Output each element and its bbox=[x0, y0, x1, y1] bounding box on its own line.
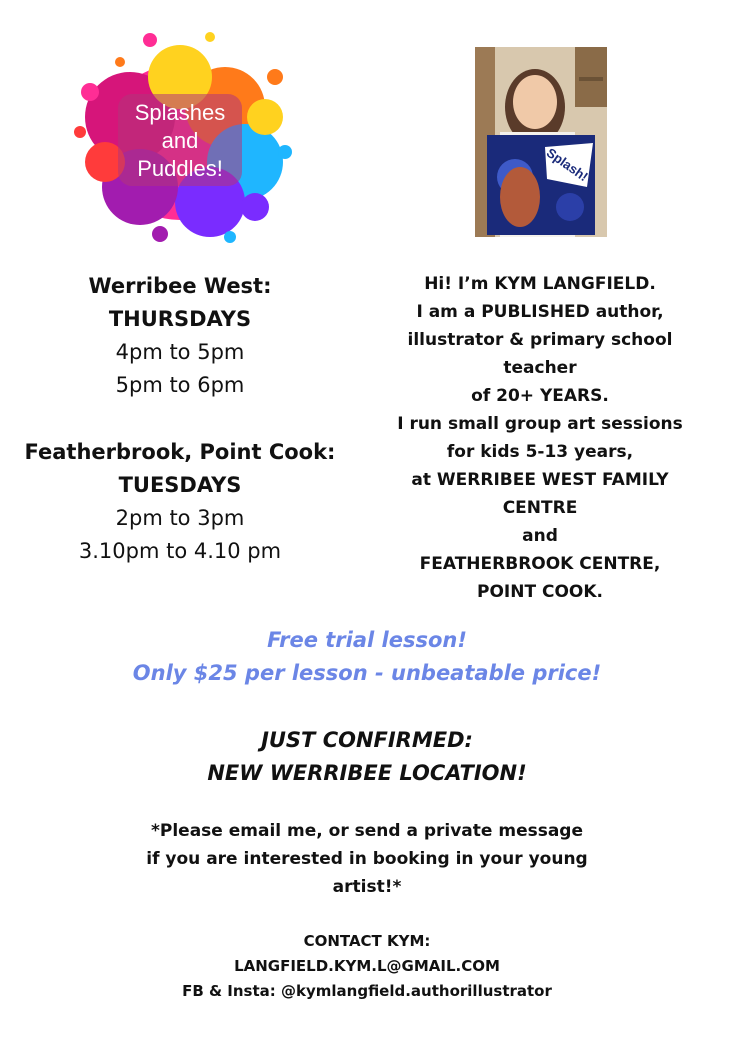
author-bio bbox=[380, 270, 700, 606]
bio-line: I run small group art sessions bbox=[397, 414, 683, 434]
bio-line: and bbox=[522, 526, 558, 546]
author-photo bbox=[475, 47, 607, 237]
contact-email[interactable]: LANGFIELD.KYM.L@GMAIL.COM bbox=[234, 957, 500, 975]
time-slot: 5pm to 6pm bbox=[115, 373, 245, 397]
time-slot: 2pm to 3pm bbox=[115, 506, 245, 530]
time-slot: 3.10pm to 4.10 pm bbox=[78, 539, 282, 563]
paint-splash-icon bbox=[60, 22, 300, 252]
bio-line: POINT COOK. bbox=[477, 582, 603, 602]
announcement-line-2: NEW WERRIBEE LOCATION! bbox=[207, 761, 527, 785]
day-label: THURSDAYS bbox=[108, 307, 252, 331]
note-line: if you are interested in booking in your young bbox=[146, 849, 588, 869]
bio-line: at WERRIBEE WEST FAMILY bbox=[411, 470, 669, 490]
time-slot: 4pm to 5pm bbox=[115, 340, 245, 364]
contact-social[interactable]: FB & Insta: @kymlangfield.authorillustrator bbox=[182, 982, 552, 1000]
location-label: Featherbrook, Point Cook: bbox=[24, 440, 336, 464]
bio-line: Hi! I’m KYM LANGFIELD. bbox=[424, 274, 656, 294]
note-line: artist!* bbox=[332, 877, 402, 897]
free-trial-line: Free trial lesson! bbox=[267, 628, 467, 652]
schedule-werribee-west bbox=[20, 270, 340, 402]
promo-text bbox=[0, 624, 734, 690]
splashes-and-puddles-logo bbox=[60, 22, 300, 252]
price-line: Only $25 per lesson - unbeatable price! bbox=[132, 661, 602, 685]
logo-line-1: Splashes bbox=[134, 100, 226, 125]
bio-line: CENTRE bbox=[502, 498, 578, 518]
logo-line-2: and bbox=[161, 128, 199, 153]
book-title: Splash! bbox=[543, 144, 591, 185]
bio-line: of 20+ YEARS. bbox=[471, 386, 609, 406]
schedule-section bbox=[20, 270, 340, 568]
logo-line-3: Puddles! bbox=[137, 156, 223, 181]
bio-line: I am a PUBLISHED author, bbox=[416, 302, 664, 322]
bio-line: illustrator & primary school bbox=[407, 330, 673, 350]
contact-section bbox=[0, 929, 734, 1004]
bio-line: teacher bbox=[503, 358, 577, 378]
bio-line: for kids 5-13 years, bbox=[446, 442, 634, 462]
announcement bbox=[0, 724, 734, 790]
booking-note bbox=[130, 817, 604, 901]
note-line: *Please email me, or send a private message bbox=[150, 821, 584, 841]
day-label: TUESDAYS bbox=[118, 473, 242, 497]
announcement-line-1: JUST CONFIRMED: bbox=[261, 728, 473, 752]
contact-heading: CONTACT KYM: bbox=[303, 932, 431, 950]
location-label: Werribee West: bbox=[88, 274, 272, 298]
bio-line: FEATHERBROOK CENTRE, bbox=[419, 554, 661, 574]
schedule-featherbrook bbox=[20, 436, 340, 568]
